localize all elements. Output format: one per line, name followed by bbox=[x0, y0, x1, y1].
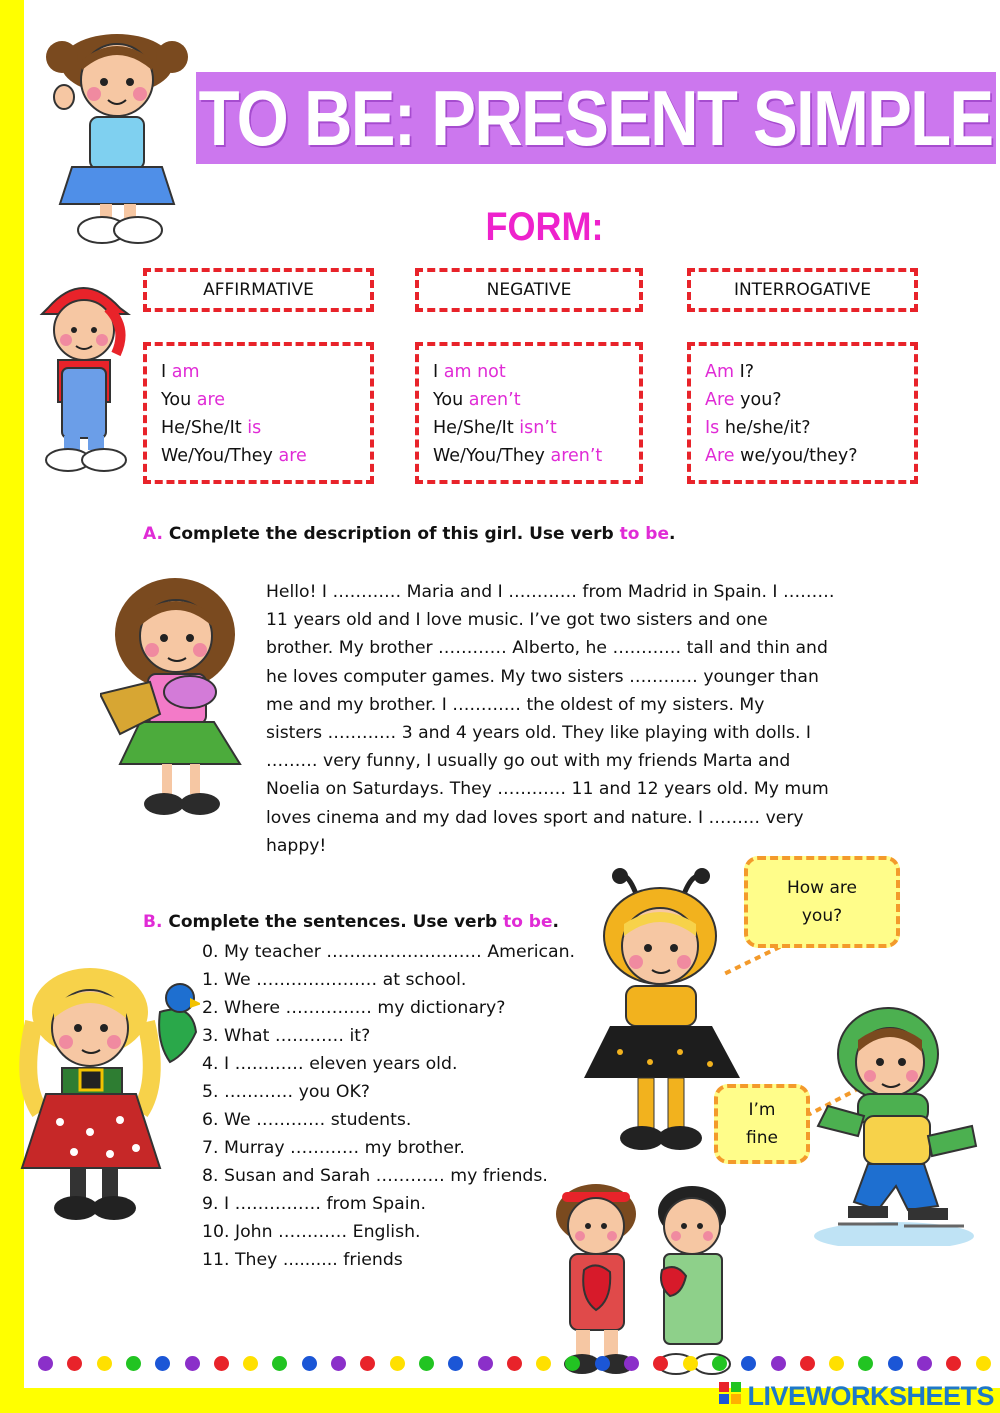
decorative-dot bbox=[185, 1356, 200, 1371]
affirmative-heading: AFFIRMATIVE bbox=[203, 280, 314, 300]
worksheet-page bbox=[24, 0, 1000, 1388]
decorative-dot bbox=[243, 1356, 258, 1371]
section-a-title: A. Complete the description of this girl. Use verb to be. bbox=[143, 524, 676, 544]
paragraph-line: loves cinema and my dad loves sport and nature. I ……… very bbox=[266, 807, 804, 828]
affirmative-line: I am bbox=[161, 362, 200, 382]
negative-line: He/She/It isn’t bbox=[433, 418, 557, 438]
decorative-dot bbox=[507, 1356, 522, 1371]
paragraph-line: brother. My brother ………… Alberto, he ………… tall and thin and bbox=[266, 638, 828, 659]
decorative-dot bbox=[888, 1356, 903, 1371]
decorative-dot bbox=[38, 1356, 53, 1371]
section-a-paragraph bbox=[266, 578, 866, 860]
skater-boy-illustration bbox=[808, 996, 978, 1246]
negative-heading-box bbox=[415, 268, 643, 312]
interrogative-line: Is he/she/it? bbox=[705, 418, 811, 438]
sentence-item: 1. We ………………… at school. bbox=[202, 970, 467, 990]
answer-line: I’m bbox=[748, 1100, 776, 1120]
decorative-dot bbox=[419, 1356, 434, 1371]
negative-heading: NEGATIVE bbox=[486, 280, 572, 300]
decorative-dots-row bbox=[62, 1356, 1000, 1372]
paragraph-line: ……… very funny, I usually go out with my friends Marta and bbox=[266, 751, 791, 772]
girl-waving-illustration bbox=[42, 22, 192, 252]
interrogative-line: Am I? bbox=[705, 362, 755, 382]
girl-parrot-illustration bbox=[10, 962, 200, 1232]
decorative-dot bbox=[272, 1356, 287, 1371]
liveworksheets-brand-text: LIVEWORKSHEETS bbox=[747, 1380, 994, 1411]
interrogative-line: Are you? bbox=[705, 390, 782, 410]
section-b-sentences bbox=[202, 938, 575, 1274]
paragraph-line: Noelia on Saturdays. They ………… 11 and 12 years old. My mum bbox=[266, 779, 829, 800]
decorative-dot bbox=[917, 1356, 932, 1371]
negative-line: We/You/They aren’t bbox=[433, 446, 603, 466]
question-line: How are bbox=[787, 878, 857, 898]
question-speech-bubble bbox=[744, 856, 900, 948]
interrogative-heading-box bbox=[687, 268, 918, 312]
decorative-dot bbox=[683, 1356, 698, 1371]
decorative-dot bbox=[214, 1356, 229, 1371]
decorative-dot bbox=[67, 1356, 82, 1371]
decorative-dot bbox=[360, 1356, 375, 1371]
decorative-dot bbox=[653, 1356, 668, 1371]
sentence-item: 10. John ………… English. bbox=[202, 1222, 421, 1242]
decorative-dot bbox=[771, 1356, 786, 1371]
decorative-dot bbox=[595, 1356, 610, 1371]
affirmative-line: We/You/They are bbox=[161, 446, 307, 466]
sentence-item: 8. Susan and Sarah ………… my friends. bbox=[202, 1166, 548, 1186]
decorative-dot bbox=[97, 1356, 112, 1371]
answer-speech-bubble bbox=[714, 1084, 810, 1164]
decorative-dot bbox=[712, 1356, 727, 1371]
sentence-item: 6. We ………… students. bbox=[202, 1110, 412, 1130]
sentence-item: 7. Murray ………… my brother. bbox=[202, 1138, 465, 1158]
negative-line: You aren’t bbox=[433, 390, 521, 410]
sentence-item: 4. I ………… eleven years old. bbox=[202, 1054, 458, 1074]
decorative-dot bbox=[976, 1356, 991, 1371]
affirmative-heading-box bbox=[143, 268, 374, 312]
negative-forms-box bbox=[415, 342, 643, 484]
girl-trumpet-illustration bbox=[100, 574, 250, 824]
interrogative-heading: INTERROGATIVE bbox=[733, 280, 872, 300]
decorative-dot bbox=[536, 1356, 551, 1371]
kids-strawberries-illustration bbox=[540, 1180, 750, 1380]
affirmative-line: He/She/It is bbox=[161, 418, 262, 438]
affirmative-forms-box bbox=[143, 342, 374, 484]
paragraph-line: Hello! I ………… Maria and I ………… from Madrid in Spain. I ……… bbox=[266, 582, 835, 602]
decorative-dot bbox=[448, 1356, 463, 1371]
sentence-item: 5. ………… you OK? bbox=[202, 1082, 370, 1102]
affirmative-line: You are bbox=[161, 390, 226, 410]
question-line: you? bbox=[801, 906, 843, 926]
decorative-dot bbox=[331, 1356, 346, 1371]
decorative-dot bbox=[624, 1356, 639, 1371]
sentence-item: 9. I …………… from Spain. bbox=[202, 1194, 426, 1214]
decorative-dot bbox=[829, 1356, 844, 1371]
answer-line: fine bbox=[746, 1128, 778, 1148]
decorative-dot bbox=[478, 1356, 493, 1371]
paragraph-line: 11 years old and I love music. I’ve got two sisters and one bbox=[266, 610, 768, 631]
paragraph-line: me and my brother. I ………… the oldest of my sisters. My bbox=[266, 694, 765, 715]
liveworksheets-mark-icon bbox=[719, 1382, 743, 1410]
decorative-dot bbox=[800, 1356, 815, 1371]
decorative-dot bbox=[155, 1356, 170, 1371]
decorative-dot bbox=[741, 1356, 756, 1371]
decorative-dot bbox=[565, 1356, 580, 1371]
interrogative-forms-box bbox=[687, 342, 918, 484]
paragraph-line: he loves computer games. My two sisters ………… younger than bbox=[266, 666, 819, 687]
decorative-dot bbox=[858, 1356, 873, 1371]
section-b-title: B. Complete the sentences. Use verb to be. bbox=[143, 912, 559, 932]
decorative-dot bbox=[946, 1356, 961, 1371]
page-title: TO BE: PRESENT SIMPLE bbox=[199, 73, 993, 162]
liveworksheets-logo bbox=[719, 1379, 994, 1413]
sentence-item: 0. My teacher ……………………… American. bbox=[202, 942, 576, 962]
boy-red-cap-illustration bbox=[28, 268, 138, 478]
interrogative-line: Are we/you/they? bbox=[705, 446, 858, 466]
title-banner bbox=[196, 72, 996, 164]
sentence-item: 11. They .......... friends bbox=[202, 1250, 403, 1270]
sentence-item: 3. What ………… it? bbox=[202, 1026, 371, 1046]
sentence-item: 2. Where …………… my dictionary? bbox=[202, 998, 506, 1018]
form-heading: FORM: bbox=[485, 205, 604, 249]
negative-line: I am not bbox=[433, 362, 506, 382]
paragraph-line: happy! bbox=[266, 835, 327, 856]
paragraph-line: sisters ………… 3 and 4 years old. They like playing with dolls. I bbox=[266, 722, 811, 743]
decorative-dot bbox=[302, 1356, 317, 1371]
decorative-dot bbox=[390, 1356, 405, 1371]
decorative-dot bbox=[126, 1356, 141, 1371]
